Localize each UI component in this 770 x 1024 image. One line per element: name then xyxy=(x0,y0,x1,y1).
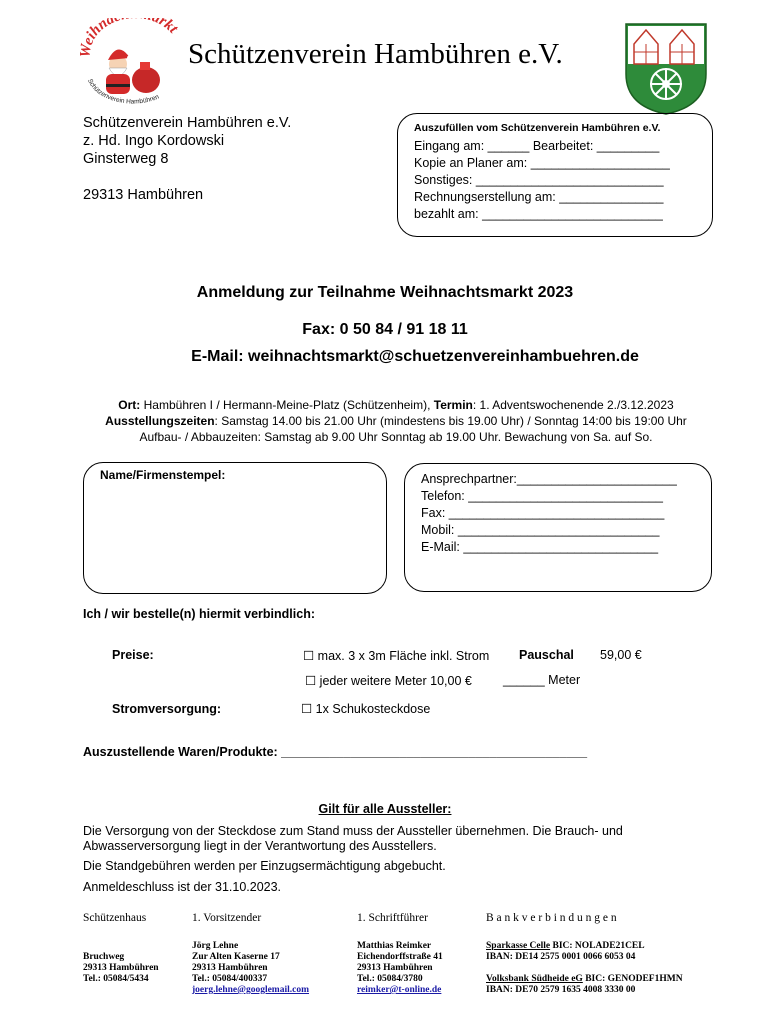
footer-col-head: 1. Schriftführer xyxy=(357,912,428,924)
footer-line: 29313 Hambühren xyxy=(83,963,159,973)
ort-value: Hambühren I / Hermann-Meine-Platz (Schützenheim), xyxy=(140,398,434,412)
footer-line: Tel.: 05084/3780 xyxy=(357,974,423,984)
notes-paragraph: Die Versorgung von der Steckdose zum Stand muss der Aussteller übernehmen. Die Brauch- und Abwasserversorgung liegt in der Verantwortung des Ausstellers. xyxy=(83,824,623,853)
logo-sub-text: Schützenverein Hambühren xyxy=(86,77,161,106)
footer-vorsitzender xyxy=(192,941,309,996)
name-stamp-box[interactable] xyxy=(83,462,387,594)
email-heading: E-Mail: weihnachtsmarkt@schuetzenvereinhambuehren.de xyxy=(191,348,639,365)
footer-line: Matthias Reimker xyxy=(357,941,432,951)
footer-email-link[interactable]: reimker@t-online.de xyxy=(357,985,442,995)
recipient-address xyxy=(83,114,291,204)
footer-line: 29313 Hambühren xyxy=(357,963,433,973)
bank-bic: BIC: NOLADE21CEL xyxy=(550,941,645,951)
page-title: Schützenverein Hambühren e.V. xyxy=(188,38,563,70)
meter-field[interactable]: ______ Meter xyxy=(503,673,581,687)
coat-of-arms-icon xyxy=(624,22,708,116)
bank-iban: IBAN: DE14 2575 0001 0066 6053 04 xyxy=(486,952,636,962)
footer-schriftfuehrer xyxy=(357,941,443,996)
weihnachtsmarkt-logo xyxy=(80,18,184,110)
telefon-field[interactable]: Telefon: ____________________________ xyxy=(421,489,663,503)
termin-value: : 1. Adventswochenende 2./3.12.2023 xyxy=(472,398,674,412)
address-line: z. Hd. Ingo Kordowski xyxy=(83,133,225,149)
footer-schuetzenhaus xyxy=(83,952,159,985)
mobil-field[interactable]: Mobil: _____________________________ xyxy=(421,523,660,537)
zeiten-value: : Samstag 14.00 bis 21.00 Uhr (mindestens bis 19.00 Uhr) / Sonntag 14:00 bis 19:00 Uhr xyxy=(214,414,687,428)
name-stamp-label: Name/Firmenstempel: xyxy=(100,468,226,482)
footer-line: Eichendorffstraße 41 xyxy=(357,952,443,962)
office-use-box xyxy=(397,113,713,237)
footer-line: 29313 Hambühren xyxy=(192,963,268,973)
notes-paragraph: Anmeldeschluss ist der 31.10.2023. xyxy=(83,880,282,894)
notes-heading: Gilt für alle Aussteller: xyxy=(318,802,452,816)
bank-bic: BIC: GENODEF1HMN xyxy=(582,974,683,984)
zeiten-label: Ausstellungszeiten xyxy=(105,414,215,428)
bank-iban: IBAN: DE70 2579 1635 4008 3330 00 xyxy=(486,985,636,995)
address-line: Schützenverein Hambühren e.V. xyxy=(83,115,292,131)
schuko-checkbox[interactable]: ☐ 1x Schukosteckdose xyxy=(301,702,431,716)
eingang-field[interactable]: Eingang am: ______ Bearbeitet: _________ xyxy=(414,139,660,153)
ort-label: Ort: xyxy=(118,398,141,412)
flaeche-checkbox[interactable]: ☐ max. 3 x 3m Fläche inkl. Strom xyxy=(303,649,490,663)
form-heading: Anmeldung zur Teilnahme Weihnachtsmarkt 2023 xyxy=(196,284,574,301)
pauschal-label: Pauschal xyxy=(519,648,574,662)
strom-label: Stromversorgung: xyxy=(112,702,222,716)
rechnung-field[interactable]: Rechnungserstellung am: _______________ xyxy=(414,190,664,204)
email-field[interactable]: E-Mail: ____________________________ xyxy=(421,540,659,554)
footer-line: Bruchweg xyxy=(83,952,125,962)
footer-line: Jörg Lehne xyxy=(192,941,239,951)
address-line: Ginsterweg 8 xyxy=(83,151,169,167)
sonstiges-field[interactable]: Sonstiges: ___________________________ xyxy=(414,173,664,187)
event-info xyxy=(0,397,770,445)
footer-col-head: 1. Vorsitzender xyxy=(192,912,262,924)
logo-arc-text: eihna arkt xyxy=(80,18,181,48)
footer-bank xyxy=(486,941,683,996)
footer-col-head: B a n k v e r b i n d u n g e n xyxy=(486,912,617,924)
bezahlt-field[interactable]: bezahlt am: __________________________ xyxy=(414,207,663,221)
price-value: 59,00 € xyxy=(600,648,642,662)
kopie-field[interactable]: Kopie an Planer am: ____________________ xyxy=(414,156,670,170)
aufbau-text: Aufbau- / Abbauzeiten: Samstag ab 9.00 Uhr Sonntag ab 19.00 Uhr. Bewachung von Sa. auf So. xyxy=(139,430,653,444)
ansprechpartner-field[interactable]: Ansprechpartner:_______________________ xyxy=(421,472,677,486)
footer-line: Zur Alten Kaserne 17 xyxy=(192,952,280,962)
waren-field[interactable]: Auszustellende Waren/Produkte: ____________________________________________ xyxy=(83,745,588,759)
office-box-heading: Auszufüllen vom Schützenverein Hambühren e.V. xyxy=(414,122,661,134)
bank-name: Sparkasse Celle xyxy=(486,941,551,951)
fax-field[interactable]: Fax: _______________________________ xyxy=(421,506,665,520)
footer-email-link[interactable]: joerg.lehne@googlemail.com xyxy=(192,985,310,995)
contact-box xyxy=(404,463,712,592)
address-line: 29313 Hambühren xyxy=(83,187,204,203)
preise-label: Preise: xyxy=(112,648,154,662)
termin-label: Termin xyxy=(433,398,473,412)
extra-meter-checkbox[interactable]: ☐ jeder weitere Meter 10,00 € xyxy=(305,674,472,688)
svg-text:Weihnachtsmarkt xyxy=(80,18,181,58)
footer-line: Tel.: 05084/5434 xyxy=(83,974,149,984)
notes-paragraph: Die Standgebühren werden per Einzugsermächtigung abgebucht. xyxy=(83,859,446,873)
bank-name: Volksbank Südheide eG xyxy=(486,974,583,984)
order-intro: Ich / wir bestelle(n) hiermit verbindlich: xyxy=(83,607,315,621)
footer-col-head: Schützenhaus xyxy=(83,912,147,924)
footer-line: Tel.: 05084/400337 xyxy=(192,974,268,984)
fax-heading: Fax: 0 50 84 / 91 18 11 xyxy=(302,321,468,338)
